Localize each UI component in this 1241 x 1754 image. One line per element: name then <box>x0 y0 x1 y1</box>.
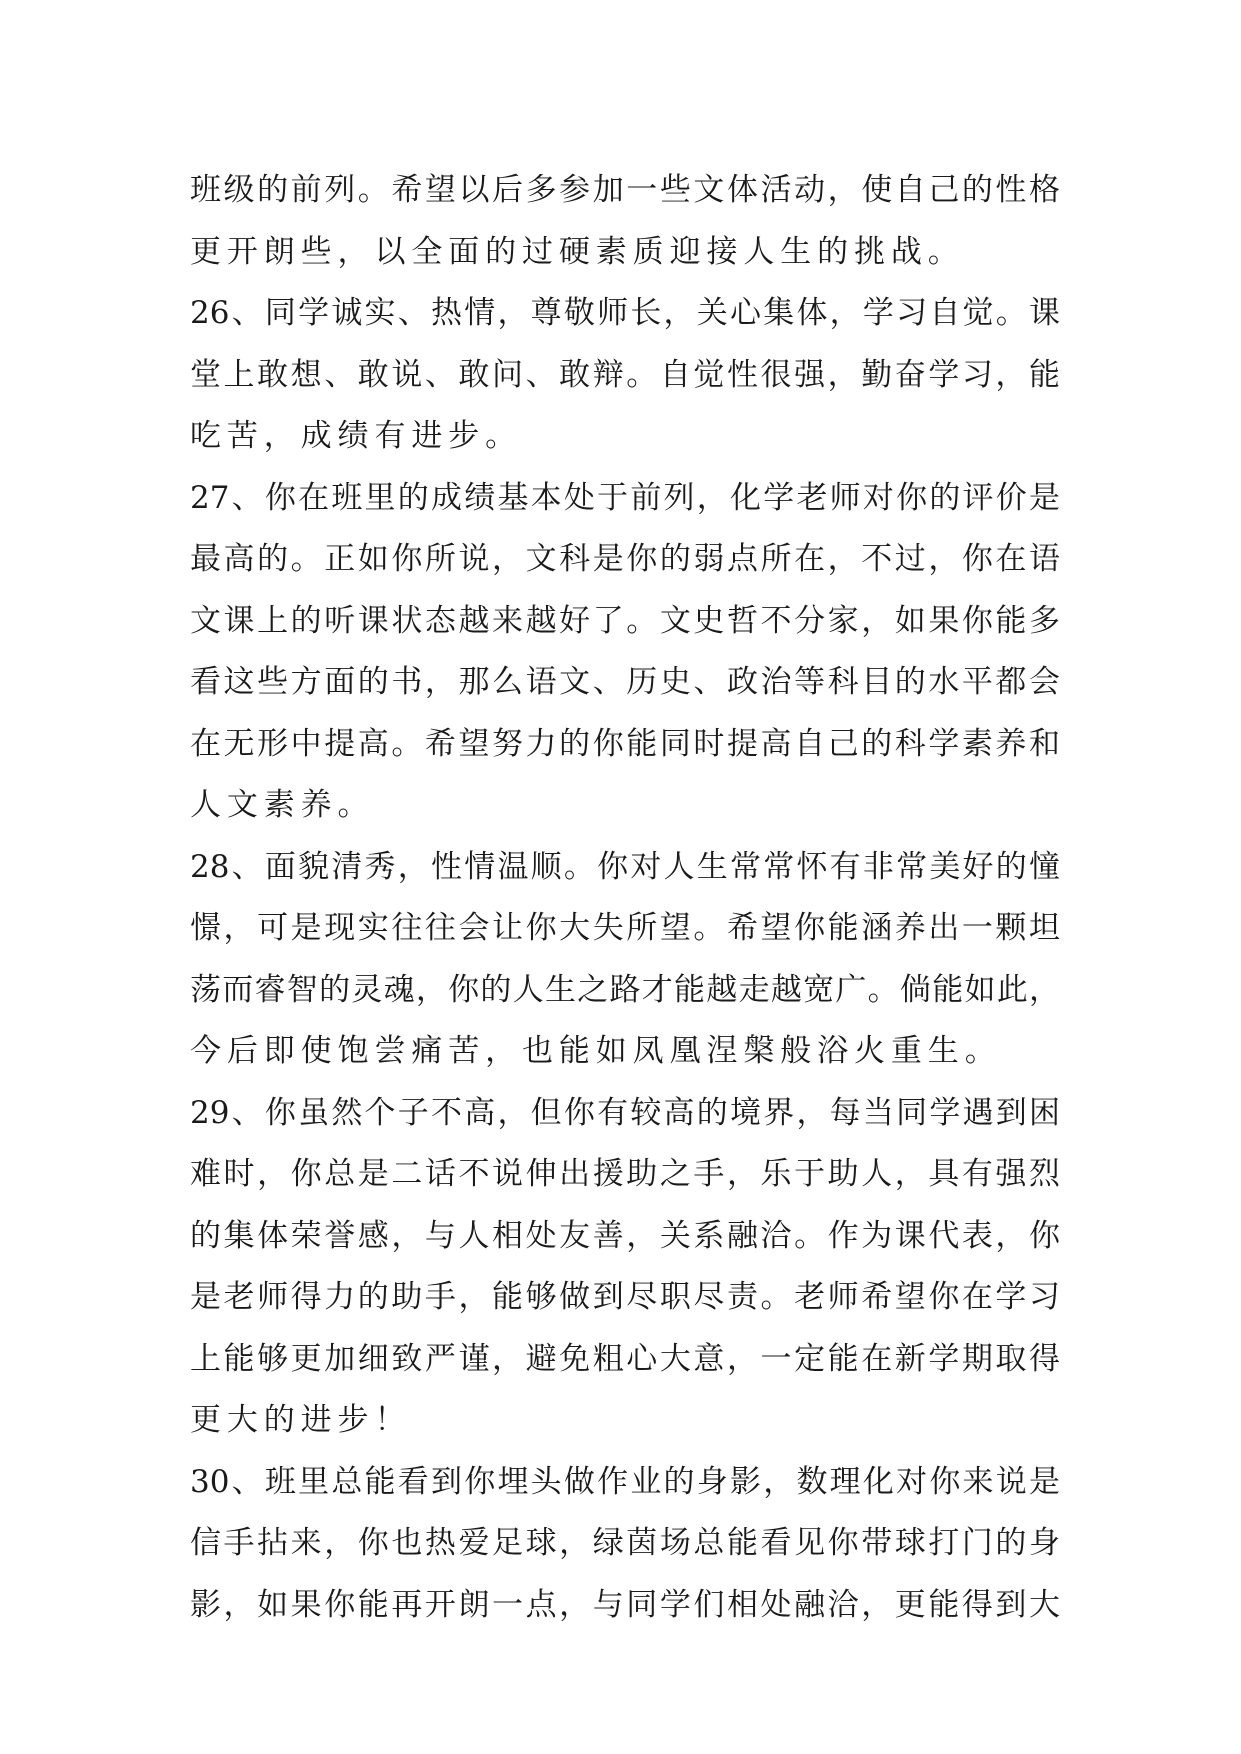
text-line: 影，如果你能再开朗一点，与同学们相处融洽，更能得到大 <box>190 1586 1060 1623</box>
text-line: 30、班里总能看到你埋头做作业的身影，数理化对你来说是 <box>190 1463 1060 1500</box>
text-line: 吃苦，成绩有进步。 <box>190 418 523 454</box>
text-line: 堂上敢想、敢说、敢问、敢辩。自觉性很强，勤奋学习，能 <box>190 356 1060 393</box>
text-line: 荡而睿智的灵魂，你的人生之路才能越走越宽广。倘能如此， <box>190 971 1060 1008</box>
text-line: 看这些方面的书，那么语文、历史、政治等科目的水平都会 <box>190 664 1060 700</box>
text-line: 在无形中提高。希望努力的你能同时提高自己的科学素养和 <box>190 725 1060 762</box>
text-line: 的集体荣誉感，与人相处友善，关系融洽。作为课代表，你 <box>190 1217 1060 1254</box>
text-line: 29、你虽然个子不高，但你有较高的境界，每当同学遇到困 <box>190 1094 1060 1131</box>
text-line: 信手拈来，你也热爱足球，绿茵场总能看见你带球打门的身 <box>190 1525 1060 1561</box>
text-line: 班级的前列。希望以后多参加一些文体活动，使自己的性格 <box>190 172 1060 208</box>
text-line: 是老师得力的助手，能够做到尽职尽责。老师希望你在学习 <box>190 1279 1060 1315</box>
text-line: 人文素养。 <box>190 787 375 823</box>
text-line: 更大的进步！ <box>190 1402 412 1438</box>
text-line: 今后即使饱尝痛苦，也能如凤凰涅槃般浴火重生。 <box>190 1033 1002 1069</box>
text-line: 最高的。正如你所说，文科是你的弱点所在，不过，你在语 <box>190 541 1060 577</box>
text-line: 27、你在班里的成绩基本处于前列，化学老师对你的评价是 <box>190 479 1060 516</box>
text-line: 憬，可是现实往往会让你大失所望。希望你能涵养出一颗坦 <box>190 910 1060 946</box>
text-line: 更开朗些，以全面的过硬素质迎接人生的挑战。 <box>190 233 965 270</box>
text-line: 难时，你总是二话不说伸出援助之手，乐于助人，具有强烈 <box>190 1156 1060 1192</box>
text-line: 26、同学诚实、热情，尊敬师长，关心集体，学习自觉。课 <box>190 295 1060 331</box>
text-line: 文课上的听课状态越来越好了。文史哲不分家，如果你能多 <box>190 602 1060 639</box>
document-body <box>190 160 1060 1636</box>
text-line: 28、面貌清秀，性情温顺。你对人生常常怀有非常美好的憧 <box>190 848 1060 885</box>
text-line: 上能够更加细致严谨，避免粗心大意，一定能在新学期取得 <box>190 1340 1060 1377</box>
